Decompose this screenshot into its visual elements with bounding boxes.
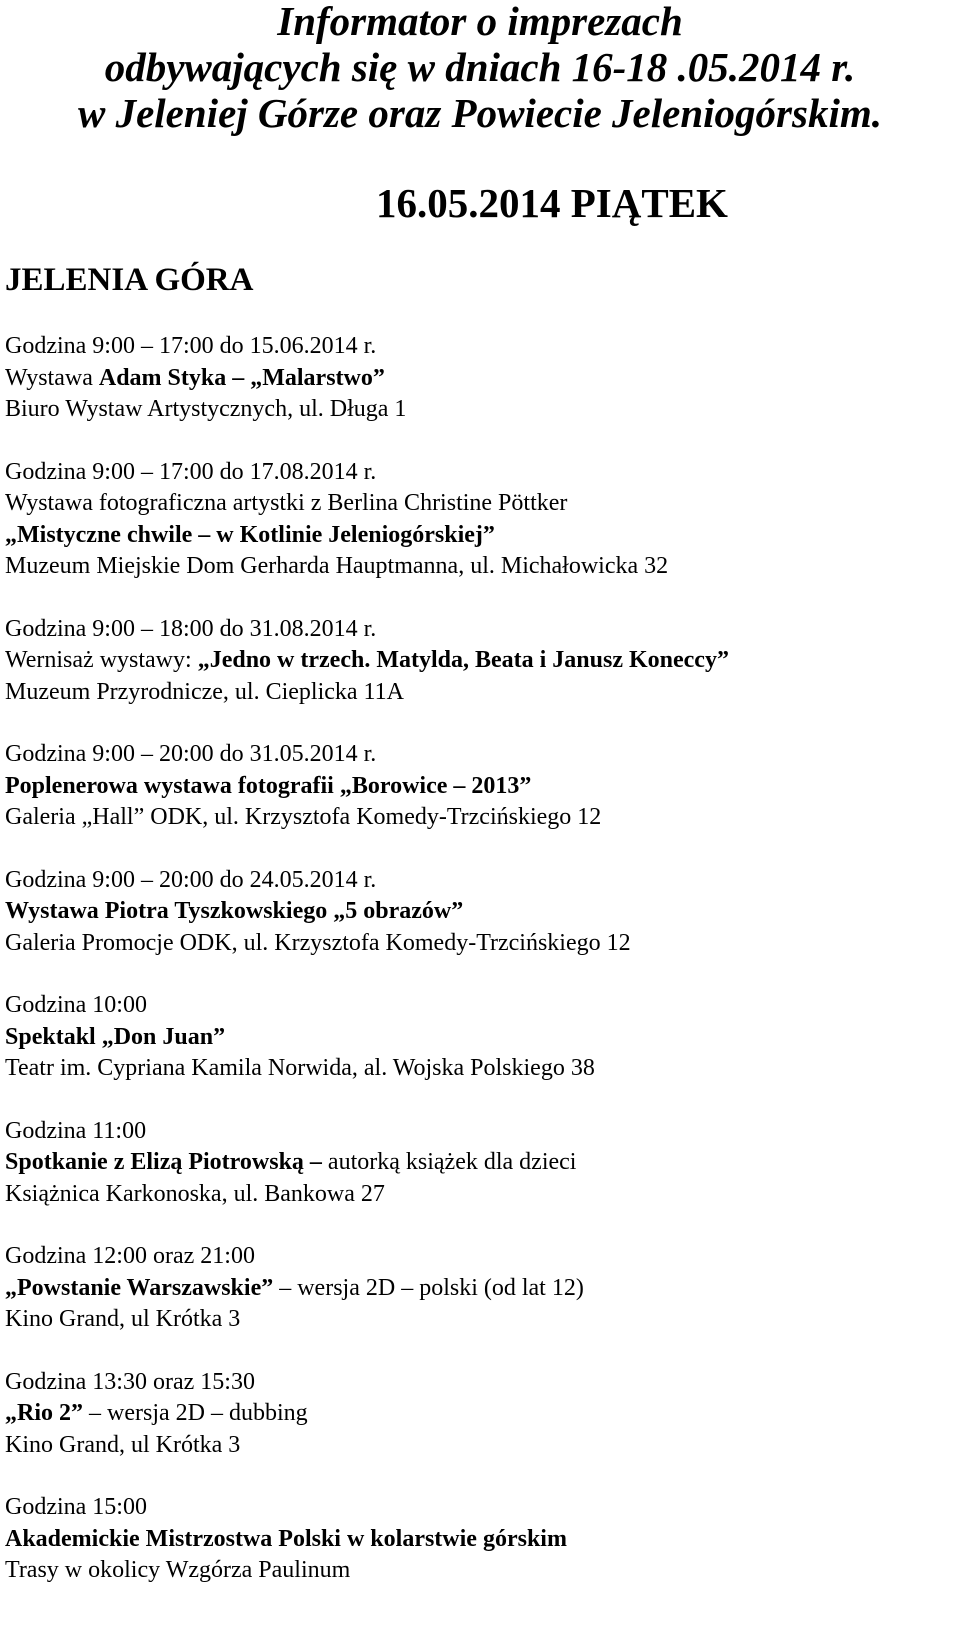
event-item bbox=[5, 457, 955, 583]
city-heading: JELENIA GÓRA bbox=[5, 262, 254, 298]
event-title: Wernisaż wystawy: „Jedno w trzech. Matylda, Beata i Janusz Koneccy” bbox=[5, 647, 729, 673]
event-item bbox=[5, 1367, 955, 1462]
event-title: Poplenerowa wystawa fotografii „Borowice – 2013” bbox=[5, 772, 532, 799]
event-place: Galeria Promocje ODK, ul. Krzysztofa Komedy-Trzcińskiego 12 bbox=[5, 929, 631, 956]
event-place: Książnica Karkonoska, ul. Bankowa 27 bbox=[5, 1180, 385, 1207]
event-time: Godzina 11:00 bbox=[5, 1117, 147, 1144]
event-time: Godzina 12:00 oraz 21:00 bbox=[5, 1243, 255, 1269]
event-time: Godzina 9:00 – 17:00 do 17.08.2014 r. bbox=[5, 458, 377, 485]
event-place: Galeria „Hall” ODK, ul. Krzysztofa Komedy-Trzcińskiego 12 bbox=[5, 804, 602, 830]
event-item bbox=[5, 1116, 955, 1211]
day-heading: 16.05.2014 PIĄTEK bbox=[376, 180, 728, 226]
event-description: Wystawa fotograficzna artystki z Berlina Christine Pöttker bbox=[5, 490, 568, 516]
event-title: Spotkanie z Elizą Piotrowską – autorką książek dla dzieci bbox=[5, 1149, 577, 1175]
event-place: Kino Grand, ul Krótka 3 bbox=[5, 1431, 241, 1458]
event-place: Kino Grand, ul Krótka 3 bbox=[5, 1306, 241, 1332]
event-title: Akademickie Mistrzostwa Polski w kolarstwie górskim bbox=[5, 1525, 567, 1552]
event-time: Godzina 9:00 – 20:00 do 24.05.2014 r. bbox=[5, 866, 377, 893]
event-item bbox=[5, 331, 955, 426]
event-item bbox=[5, 1492, 955, 1587]
event-title: „Powstanie Warszawskie” – wersja 2D – polski (od lat 12) bbox=[5, 1274, 584, 1301]
title-line: w Jeleniej Górze oraz Powiecie Jeleniogórskim. bbox=[78, 90, 882, 136]
event-time: Godzina 15:00 bbox=[5, 1494, 147, 1520]
event-title: Spektakl „Don Juan” bbox=[5, 1023, 226, 1050]
document-title bbox=[0, 0, 960, 136]
event-time: Godzina 9:00 – 17:00 do 15.06.2014 r. bbox=[5, 333, 377, 359]
event-title: „Mistyczne chwile – w Kotlinie Jeleniogórskiej” bbox=[5, 521, 495, 548]
event-time: Godzina 13:30 oraz 15:30 bbox=[5, 1368, 255, 1395]
event-item bbox=[5, 739, 955, 834]
event-time: Godzina 9:00 – 18:00 do 31.08.2014 r. bbox=[5, 615, 377, 642]
event-place: Biuro Wystaw Artystycznych, ul. Długa 1 bbox=[5, 396, 407, 422]
title-line: Informator o imprezach bbox=[277, 0, 683, 44]
event-place: Trasy w okolicy Wzgórza Paulinum bbox=[5, 1557, 351, 1583]
event-time: Godzina 9:00 – 20:00 do 31.05.2014 r. bbox=[5, 741, 377, 767]
event-place: Muzeum Miejskie Dom Gerharda Hauptmanna, ul. Michałowicka 32 bbox=[5, 553, 669, 579]
event-item bbox=[5, 614, 955, 709]
event-item bbox=[5, 1241, 955, 1336]
title-line: odbywających się w dniach 16-18 .05.2014 r. bbox=[104, 44, 856, 90]
event-item bbox=[5, 865, 955, 960]
event-time: Godzina 10:00 bbox=[5, 992, 147, 1018]
event-title: „Rio 2” – wersja 2D – dubbing bbox=[5, 1400, 308, 1426]
event-item bbox=[5, 990, 955, 1085]
event-list bbox=[5, 331, 955, 1618]
event-place: Teatr im. Cypriana Kamila Norwida, al. Wojska Polskiego 38 bbox=[5, 1055, 595, 1081]
event-title: Wystawa Piotra Tyszkowskiego „5 obrazów” bbox=[5, 898, 464, 924]
event-place: Muzeum Przyrodnicze, ul. Cieplicka 11A bbox=[5, 678, 404, 705]
event-title: Wystawa Adam Styka – „Malarstwo” bbox=[5, 364, 385, 391]
